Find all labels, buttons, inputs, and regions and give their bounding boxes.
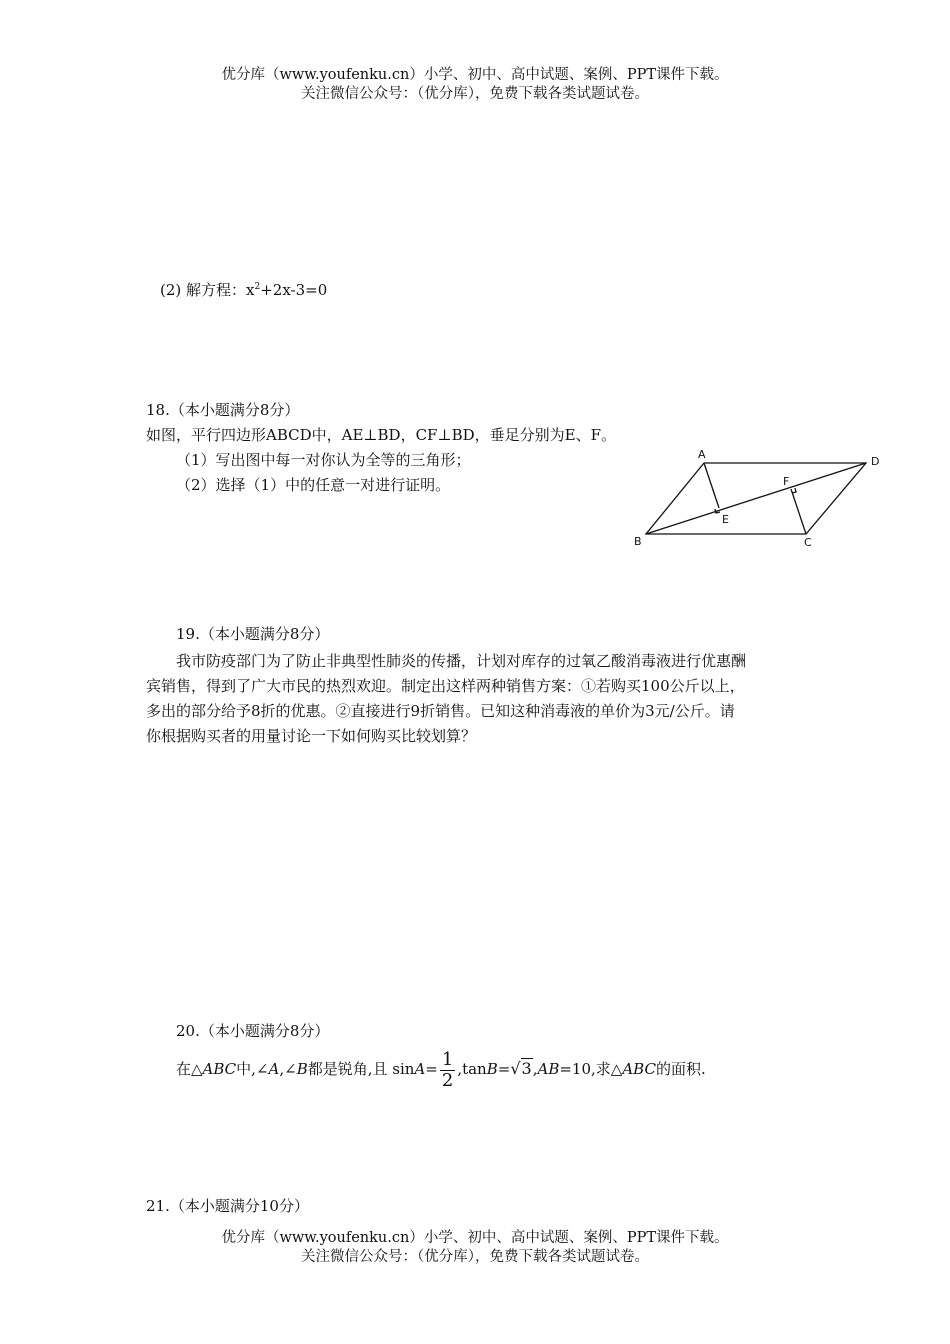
q20-title: 20.（本小题满分8分） (176, 1022, 330, 1040)
sqrt-radicand: 3 (521, 1059, 532, 1078)
segment-ae (704, 463, 719, 508)
header-line-2: 关注微信公众号：（优分库），免费下载各类试题试卷。 (301, 86, 649, 102)
q20-text: 在△ (176, 1060, 203, 1078)
q20-sqrt: √3 (510, 1059, 532, 1078)
q20-var: B (486, 1060, 498, 1078)
q19-body (146, 649, 746, 749)
q20-text: =10,求△ (559, 1060, 623, 1078)
page-header (0, 66, 950, 104)
q18-stem: 如图，平行四边形ABCD中，AE⊥BD，CF⊥BD，垂足分别为E、F。 (146, 426, 616, 444)
q17-eq-base: x (246, 281, 255, 299)
q20-text: 中,∠ (236, 1060, 269, 1078)
footer-line-1: 优分库（www.youfenku.cn）小学、初中、高中试题、案例、PPT课件下载。 (221, 1230, 729, 1246)
q17-eq-exponent: 2 (254, 282, 261, 292)
q19-line-4: 你根据购买者的用量讨论一下如何购买比较划算？ (146, 727, 477, 745)
q20-var: AB (537, 1060, 560, 1078)
q19-line-1: 我市防疫部门为了防止非典型性肺炎的传播，计划对库存的过氧乙酸消毒液进行优惠酬 (176, 652, 747, 670)
parallelogram-figure (628, 444, 890, 554)
q20-text: = (497, 1060, 511, 1078)
q19-title: 19.（本小题满分8分） (176, 625, 330, 643)
q20-var: A (268, 1060, 280, 1078)
fraction-numerator: 1 (441, 1048, 454, 1070)
label-d: D (871, 455, 880, 468)
q20-body (176, 1047, 706, 1091)
q19-line-3: 多出的部分给予8折的优惠。②直接进行9折销售。已知这种消毒液的单价为3元/公斤。请 (146, 702, 735, 720)
q20-text: 都是锐角,且 sin (307, 1060, 415, 1078)
q20-var: B (296, 1060, 308, 1078)
q17-eq-rest: +2x-3=0 (260, 281, 328, 299)
label-a: A (698, 448, 706, 461)
q21-title: 21.（本小题满分10分） (146, 1197, 309, 1215)
diagonal-bd (646, 463, 866, 534)
q20-var: ABC (622, 1060, 656, 1078)
segment-cf (791, 489, 806, 534)
right-angle-f (792, 488, 796, 493)
q20-fraction (440, 1050, 455, 1091)
q17-part2-label: (2) 解方程： (160, 281, 247, 299)
q20-text: , (532, 1060, 538, 1078)
label-b: B (634, 535, 642, 548)
q20-text: ,∠ (279, 1060, 297, 1078)
q19-line-2: 宾销售，得到了广大市民的热烈欢迎。制定出这样两种销售方案：①若购买100公斤以上， (146, 677, 745, 695)
q20-text: = (425, 1060, 438, 1078)
header-line-1: 优分库（www.youfenku.cn）小学、初中、高中试题、案例、PPT课件下载。 (221, 67, 729, 83)
q20-text: ,tan (457, 1060, 487, 1078)
footer-line-2: 关注微信公众号：（优分库），免费下载各类试题试卷。 (301, 1249, 649, 1265)
page-footer (0, 1229, 950, 1267)
q20-text: 的面积. (655, 1060, 706, 1078)
q18-part2: （2）选择（1）中的任意一对进行证明。 (176, 476, 451, 494)
q20-var: ABC (202, 1060, 237, 1078)
q18-title: 18.（本小题满分8分） (146, 401, 300, 419)
q17-part2 (160, 276, 327, 301)
label-f: F (783, 475, 790, 488)
q18-part1: （1）写出图中每一对你认为全等的三角形； (176, 451, 471, 469)
label-c: C (804, 536, 812, 549)
q20-var: A (414, 1060, 426, 1078)
label-e: E (722, 513, 729, 526)
fraction-denominator: 2 (441, 1069, 454, 1091)
